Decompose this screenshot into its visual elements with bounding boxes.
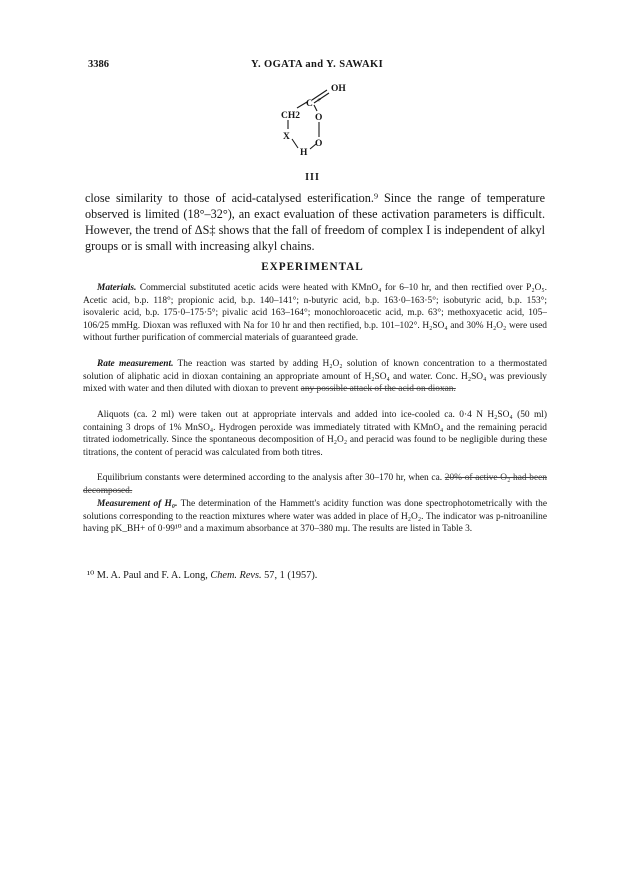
atom-hydrogen: H [300, 148, 308, 158]
paragraph-lead-rate: Rate measurement. [97, 359, 174, 369]
running-header-authors: Y. OGATA and Y. SAWAKI [250, 59, 384, 70]
body-paragraph: close similarity to those of acid-catalysed esterification.⁹ Since the range of temperature observed is limited (18°–32°), an exact evaluation of these activation parameters is difficult. However, the trend of ΔS‡ shows that the fall of freedom of complex I is independent of alkyl groups or is small with increasing alkyl chains. [85, 191, 545, 253]
atom-x: X [283, 132, 290, 142]
structure-drawing [260, 76, 370, 171]
page-number: 3386 [88, 59, 109, 70]
paragraph-text-measurement: The determination of the Hammett's acidity function was done spectrophotometrically with the solutions corresponding to the reaction mixtures where water was added in place of H₂O₂. The indicator was p-nitroaniline having pK_BH+ of 0·99¹⁰ and a maximum absorbance at 370–380 mμ. The results are listed in Table 3. [83, 499, 547, 534]
struck-text-equilibrium: 20% of active O₂ had been decomposed. [83, 473, 547, 496]
footnote-journal: Chem. Revs. [210, 570, 262, 581]
paragraph-measurement [83, 498, 547, 536]
footnote-authors: ¹⁰ M. A. Paul and F. A. Long, [87, 570, 208, 581]
running-header [88, 59, 546, 73]
paragraph-text-rate: The reaction was started by adding H₂O₂ solution of known concentration to a thermostated solution of aliphatic acid in dioxan containing an appropriate amount of H₂SO₄ and water. Conc. H₂SO₄ was previously mixed with water and then diluted with dioxan to prevent [83, 359, 547, 394]
atom-ch2: CH2 [281, 111, 300, 121]
atom-oh: OH [331, 84, 346, 94]
paragraph-rate-measurement [83, 358, 547, 396]
paragraph-lead-measurement: Measurement of H₀. [97, 499, 178, 509]
struck-text-rate: any possible attack of the acid on dioxan. [300, 384, 456, 394]
structure-label: III [305, 172, 320, 183]
charge-plus: + [317, 96, 321, 104]
chemical-structure-III [260, 76, 370, 171]
paragraph-equilibrium [83, 472, 547, 497]
paragraph-text-materials: Commercial substituted acetic acids were heated with KMnO₄ for 6–10 hr, and then rectified over P₂O₅. Acetic acid, b.p. 118°; propionic acid, b.p. 140–141°; n-butyric acid, b.p. 163·0–163·5°; isobutyric acid, b.p. 153°; isovaleric acid, b.p. 175·0–175·5°; pivalic acid 163–164°; monochloroacetic acid, m.p. 63°; methoxyacetic acid, 105–106/25 mmHg. Dioxan was refluxed with Na for 10 hr and then rectified, b.p. 101–102°. H₂SO₄ and 30% H₂O₂ were used without further purification of commercial materials of guaranteed grade. [83, 283, 548, 343]
footnote-volume: 57, 1 (1957). [264, 570, 318, 581]
paragraph-aliquots: Aliquots (ca. 2 ml) were taken out at appropriate intervals and added into ice-cooled ca. 0·4 N H₂SO₄ (50 ml) containing 3 drops of 1% MnSO₄. Hydrogen peroxide was immediately titrated with KMnO₄ and the remaining peracid titrated iodometrically. Since the spontaneous decomposition of H₂O₂ and peracid was found to be negligible during these titrations, the content of peracid was calculated from both titres. [83, 410, 547, 458]
footnote-10 [87, 569, 317, 581]
paragraph-lead-materials: Materials. [97, 283, 137, 293]
atom-oxygen-lower: O [315, 139, 323, 149]
atom-carbon: C [306, 99, 313, 109]
atom-oxygen-upper: O [315, 113, 323, 123]
paragraph-text-equilibrium: Equilibrium constants were determined according to the analysis after 30–170 hr, when ca. [97, 473, 443, 483]
section-heading-experimental: EXPERIMENTAL [261, 261, 364, 273]
paragraph-materials [83, 282, 547, 345]
